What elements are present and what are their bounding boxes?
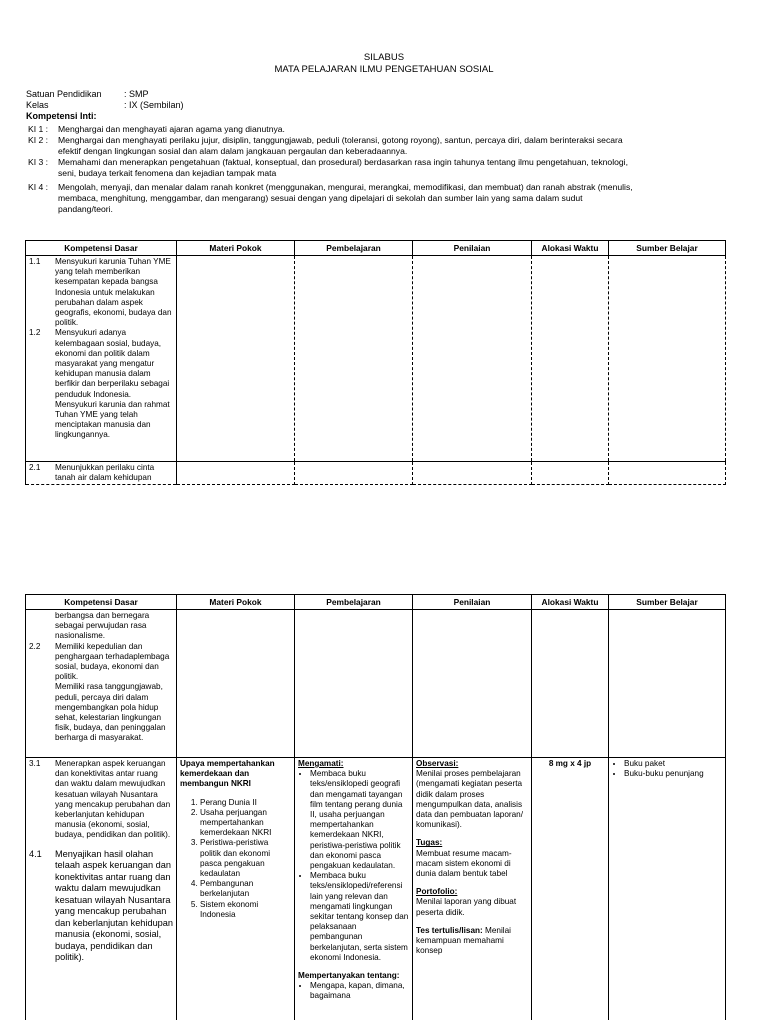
ki-text: Memahami dan menerapkan pengetahuan (faktual, konseptual, dan prosedural) berdasarkan rasa ingin tahunya tentang ilmu pengetahuan, teknologi, seni, budaya terkait fenomena dan kejadian tampak mata (58, 157, 628, 178)
document-title: SILABUS (363, 52, 405, 63)
pembelajaran-list (298, 981, 409, 1001)
penilaian-text: Menilai laporan yang dibuat peserta didik. (416, 897, 517, 917)
kd-text: Menyajikan hasil olahan telaah aspek keruangan dan konektivitas antar ruang dan waktu dalam mewujudkan kesatuan wilayah Nusantara yang mencakup perubahan dan keberlanjutan kehidupan manusia (ekonomi, sosial, budaya, pendidikan dan politik). (55, 848, 174, 963)
column-header: Pembelajaran (295, 595, 413, 610)
materi-list (180, 798, 291, 920)
ki-item (28, 182, 638, 214)
sumber-cell (609, 462, 726, 485)
column-header: Kompetensi Dasar (26, 241, 177, 256)
list-item: 5. Sistem ekonomi Indonesia (200, 900, 291, 920)
penilaian-text: Menilai kemampuan memahami konsep (416, 925, 511, 956)
kd-cell (26, 758, 177, 1020)
kd-item (29, 759, 173, 841)
penilaian-heading: Tugas: (416, 838, 443, 848)
pembelajaran-heading: Mengamati: (298, 759, 344, 768)
list-item: • Buku-buku penunjang (624, 769, 722, 779)
document-subtitle: MATA PELAJARAN ILMU PENGETAHUAN SOSIAL (274, 64, 494, 75)
pembelajaran-cell (295, 758, 413, 1020)
kd-number: 1.1 (29, 257, 41, 266)
penilaian-cell (413, 610, 532, 758)
penilaian-cell (413, 256, 532, 462)
alokasi-waktu: 8 mg x 4 jp (548, 759, 592, 768)
column-header: Penilaian (413, 595, 532, 610)
penilaian-text: Membuat resume macam-macam sistem ekonomi di dunia dalam bentuk tabel (416, 848, 512, 879)
kelas-label: Kelas (26, 100, 49, 110)
list-item: 1. Perang Dunia II (200, 798, 291, 808)
kd-cell (26, 256, 177, 462)
kd-text: Mensyukuri adanya kelembagaan sosial, budaya, ekonomi dan politik dalam masyarakat yang mengatur kehidupan manusia dalam berfikir dan berperilaku sebagai penduduk Indonesia. (55, 328, 170, 399)
penilaian-heading: Observasi: (416, 759, 459, 768)
column-header: Alokasi Waktu (532, 595, 609, 610)
ki-text: Menghargai dan menghayati ajaran agama yang dianutnya. (58, 124, 285, 134)
page-gap (0, 540, 768, 548)
kd-number: 3.1 (29, 759, 41, 768)
pembelajaran-list (298, 769, 409, 963)
alokasi-cell (532, 758, 609, 1020)
column-header: Kompetensi Dasar (26, 595, 177, 610)
penilaian-cell (413, 462, 532, 485)
list-item: • Membaca buku teks/ensiklopedi/referensi lain yang relevan dan mengamati lingkungan sekitar tentang konsep dan pelaksanaan pembangunan berkelanjutan, serta sistem ekonomi Indonesia. (310, 871, 409, 963)
list-item: • Buku paket (624, 759, 722, 769)
kd-number: 2.2 (29, 641, 41, 651)
table-row (26, 256, 726, 462)
kd-cell (26, 462, 177, 485)
penilaian-heading: Portofolio: (416, 887, 458, 897)
pembelajaran-cell (295, 610, 413, 758)
pembelajaran-cell (295, 462, 413, 485)
column-header: Materi Pokok (177, 595, 295, 610)
column-header: Sumber Belajar (609, 241, 726, 256)
alokasi-cell (532, 462, 609, 485)
kd-item (29, 257, 173, 328)
ki-code: KI 1 : (28, 124, 49, 134)
penilaian-cell (413, 758, 532, 1020)
materi-cell (177, 256, 295, 462)
ki-item (28, 157, 638, 179)
table-header-row (26, 595, 726, 610)
list-item: 3. Peristiwa-peristiwa politik dan ekonomi pasca pengakuan kedaulatan (200, 838, 291, 879)
ki-heading: Kompetensi Inti: (26, 111, 97, 121)
column-header: Alokasi Waktu (532, 241, 609, 256)
sumber-cell (609, 256, 726, 462)
kd-text: Mensyukuri karunia dan rahmat Tuhan YME yang telah menciptakan manusia dan lingkungannya. (55, 399, 170, 440)
ki-item (28, 135, 638, 157)
table-row (26, 462, 726, 485)
kd-text: Menunjukkan perilaku cinta tanah air dalam kehidupan (55, 463, 155, 483)
list-item: • Membaca buku teks/ensiklopedi geografi dan mengamati tayangan film tentang perang dunia II, usaha perjuangan mempertahankan kemerdekaan NKRI, peristiwa-peristiwa politik dan ekonomi pasca pengakuan kedaulatan. (310, 769, 409, 871)
kelas-row (26, 100, 184, 111)
table-row (26, 610, 726, 758)
kd-item (29, 642, 173, 683)
sumber-list (612, 759, 722, 779)
kd-text: Menerapkan aspek keruangan dan konektivitas antar ruang dan waktu dalam mewujudkan kesatuan wilayah Nusantara yang mencakup perubahan dan keberlanjutan kehidupan manusia (ekonomi, sosial, budaya, pendidikan dan politik). (55, 759, 171, 840)
kelas-value: : IX (Sembilan) (124, 100, 184, 110)
penilaian-heading: Tes tertulis/lisan: (416, 925, 483, 935)
satuan-value: : SMP (124, 89, 149, 99)
ki-text: Menghargai dan menghayati perilaku jujur, disiplin, tanggungjawab, peduli (toleransi, gotong royong), santun, percaya diri, dalam berinteraksi secara efektif dengan lingkungan sosial dan alam dalam jangkauan pergaulan dan keberadaannya. (58, 135, 623, 156)
ki-text: Mengolah, menyaji, dan menalar dalam ranah konkret (menggunakan, mengurai, merangkai, memodifikasi, dan membuat) dan ranah abstrak (menulis, membaca, menghitung, menggambar, dan mengarang) sesuai dengan yang dipelajari di sekolah dan sumber lain yang sama dalam sudut pandang/teori. (58, 182, 633, 214)
table-row (26, 758, 726, 1020)
kd-cell (26, 610, 177, 758)
penilaian-text: Menilai proses pembelajaran (mengamati kegiatan peserta didik dalam proses mengumpulkan data, analisis data dan pembuatan laporan/ komunikasi). (416, 769, 523, 830)
pembelajaran-cell (295, 256, 413, 462)
alokasi-cell (532, 610, 609, 758)
materi-cell (177, 610, 295, 758)
satuan-pendidikan-row (26, 89, 149, 100)
kd-item (29, 328, 173, 399)
table-header-row (26, 241, 726, 256)
materi-cell (177, 758, 295, 1020)
column-header: Sumber Belajar (609, 595, 726, 610)
kd-number: 2.1 (29, 463, 41, 472)
list-item: 2. Usaha perjuangan mempertahankan kemerdekaan NKRI (200, 808, 291, 839)
ki-code: KI 4 : (28, 182, 49, 192)
silabus-table-page-2 (25, 594, 726, 1020)
materi-title: Upaya mempertahankan kemerdekaan dan membangun NKRI (180, 759, 275, 789)
kd-text: berbangsa dan bernegara sebagai perwujudan rasa nasionalisme. (55, 611, 150, 641)
ki-code: KI 3 : (28, 157, 49, 167)
column-header: Penilaian (413, 241, 532, 256)
kd-number: 4.1 (29, 848, 42, 859)
sumber-cell (609, 610, 726, 758)
kd-item (29, 463, 173, 483)
ki-item (28, 124, 638, 135)
column-header: Materi Pokok (177, 241, 295, 256)
kd-number: 1.2 (29, 328, 41, 338)
column-header: Pembelajaran (295, 241, 413, 256)
kd-text: Memiliki rasa tanggungjawab, peduli, percaya diri dalam mengembangkan pola hidup sehat, kelestarian lingkungan fisik, budaya, dan peninggalan berharga di masyarakat. (55, 682, 166, 743)
kd-text: Mensyukuri karunia Tuhan YME yang telah memberikan kesempatan kepada bangsa Indonesia untuk melakukan perubahan dalam aspek geografis, ekonomi, budaya dan politik. (55, 257, 172, 328)
materi-cell (177, 462, 295, 485)
penilaian-tes (416, 926, 528, 957)
ki-code: KI 2 : (28, 135, 49, 145)
list-item: 4. Pembangunan berkelanjutan (200, 879, 291, 899)
silabus-table-page-1 (25, 240, 726, 485)
list-item: • Mengapa, kapan, dimana, bagaimana (310, 981, 409, 1001)
satuan-label: Satuan Pendidikan (26, 89, 102, 99)
pembelajaran-heading: Mempertanyakan tentang: (298, 971, 400, 981)
sumber-cell (609, 758, 726, 1020)
kd-item (29, 849, 173, 964)
alokasi-cell (532, 256, 609, 462)
kd-text: Memiliki kepedulian dan penghargaan terhadaplembaga sosial, budaya, ekonomi dan politik. (55, 641, 170, 682)
